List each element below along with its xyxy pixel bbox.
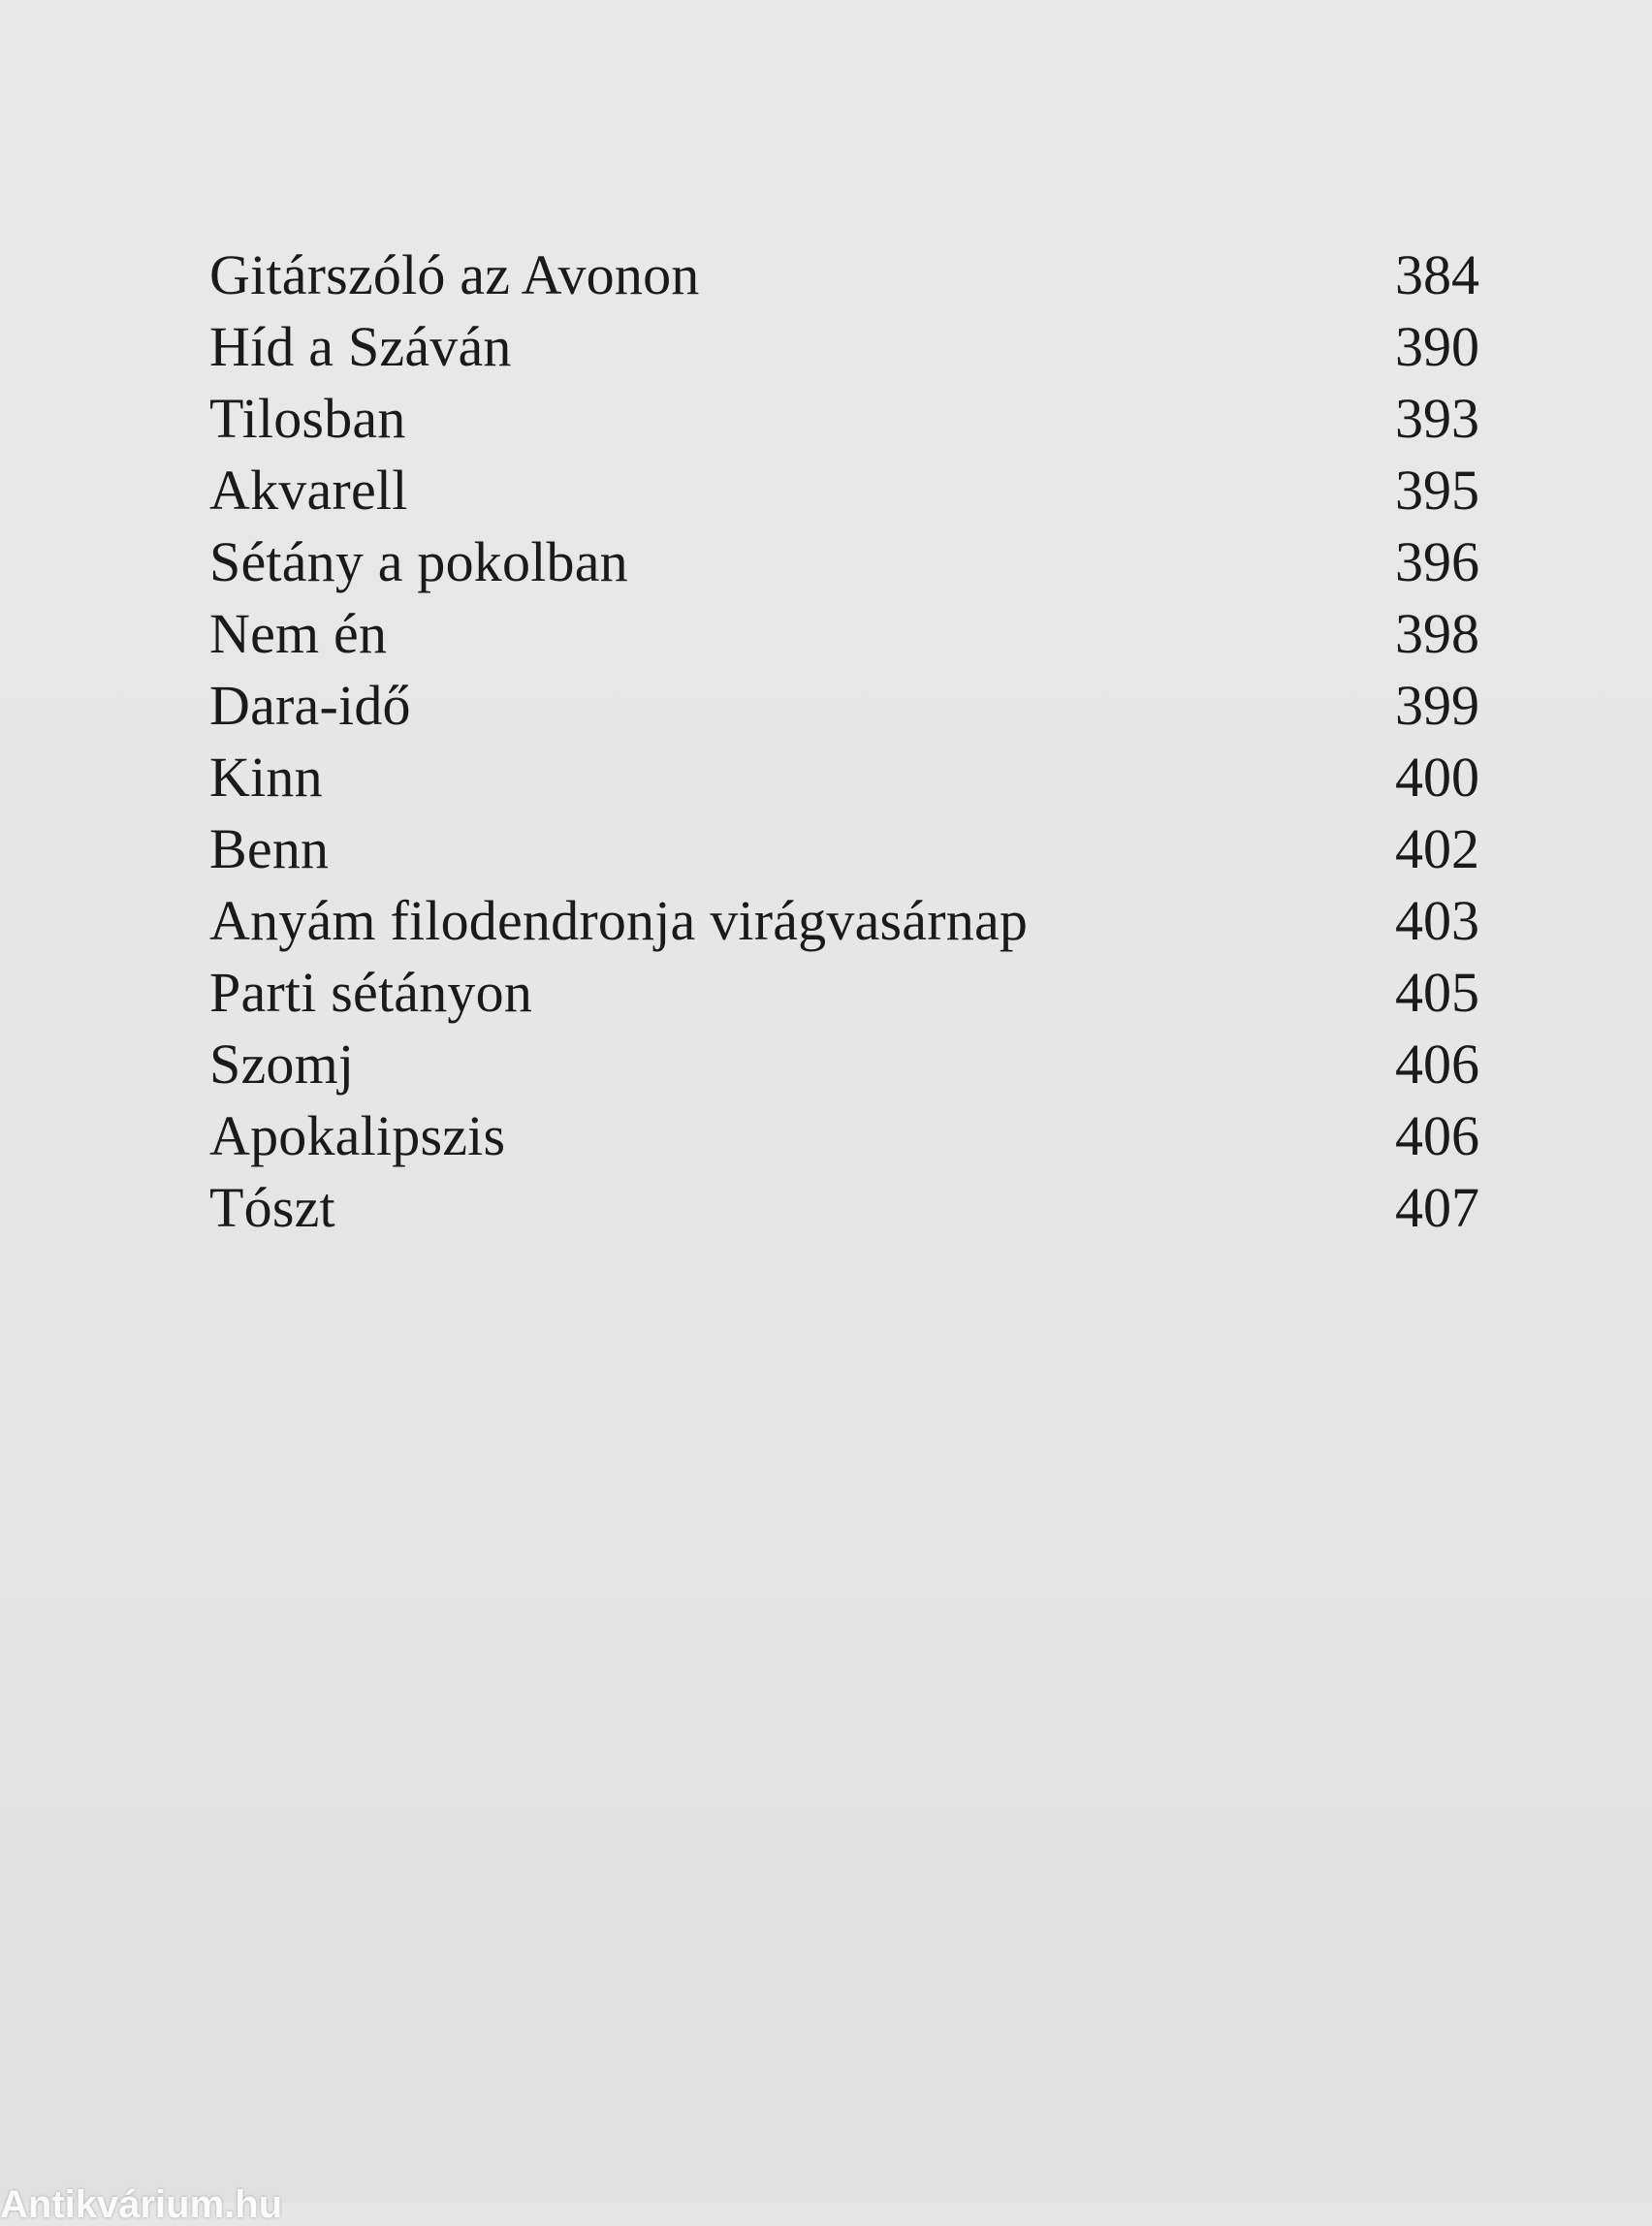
watermark: Antikvárium.hu (0, 2183, 283, 2226)
toc-entry-page-number: 402 (1395, 817, 1479, 880)
toc-entry (209, 239, 1479, 311)
toc-entry-page-number: 406 (1395, 1033, 1479, 1096)
toc-entry-title: Apokalipszis (209, 1104, 506, 1167)
toc-entry-page-number: 384 (1395, 243, 1479, 306)
toc-entry-title: Nem én (209, 602, 388, 665)
toc-entry-page-number: 400 (1395, 746, 1479, 809)
toc-entry (209, 526, 1479, 598)
toc-entry-title: Tószt (209, 1176, 335, 1239)
toc-entry-title: Parti sétányon (209, 961, 533, 1024)
toc-entry-title: Tilosban (209, 387, 406, 450)
toc-entry (209, 1100, 1479, 1172)
toc-entry (209, 1029, 1479, 1100)
toc-entry (209, 1172, 1479, 1244)
toc-entry-page-number: 403 (1395, 889, 1479, 952)
toc-entry-page-number: 395 (1395, 459, 1479, 522)
toc-entry-page-number: 405 (1395, 961, 1479, 1024)
toc-entry-page-number: 390 (1395, 315, 1479, 378)
toc-entry-title: Akvarell (209, 459, 408, 522)
toc-entry (209, 598, 1479, 670)
toc-entry-title: Benn (209, 817, 330, 880)
table-of-contents (209, 239, 1479, 1244)
toc-entry-page-number: 406 (1395, 1104, 1479, 1167)
toc-entry (209, 383, 1479, 455)
toc-entry-title: Anyám filodendronja virágvasárnap (209, 889, 1029, 952)
toc-entry-page-number: 407 (1395, 1176, 1479, 1239)
toc-entry-title: Szomj (209, 1033, 355, 1096)
toc-entry (209, 957, 1479, 1029)
toc-entry-page-number: 396 (1395, 530, 1479, 593)
toc-entry (209, 742, 1479, 813)
toc-entry-page-number: 398 (1395, 602, 1479, 665)
toc-entry-title: Gitárszóló az Avonon (209, 243, 700, 306)
toc-entry-title: Dara-idő (209, 674, 411, 737)
toc-entry (209, 670, 1479, 742)
toc-entry-title: Sétány a pokolban (209, 530, 628, 593)
toc-entry (209, 455, 1479, 526)
toc-entry-title: Kinn (209, 746, 323, 809)
toc-entry (209, 813, 1479, 885)
toc-entry-page-number: 393 (1395, 387, 1479, 450)
toc-entry (209, 885, 1479, 957)
toc-entry-page-number: 399 (1395, 674, 1479, 737)
toc-entry (209, 311, 1479, 383)
toc-entry-title: Híd a Száván (209, 315, 512, 378)
